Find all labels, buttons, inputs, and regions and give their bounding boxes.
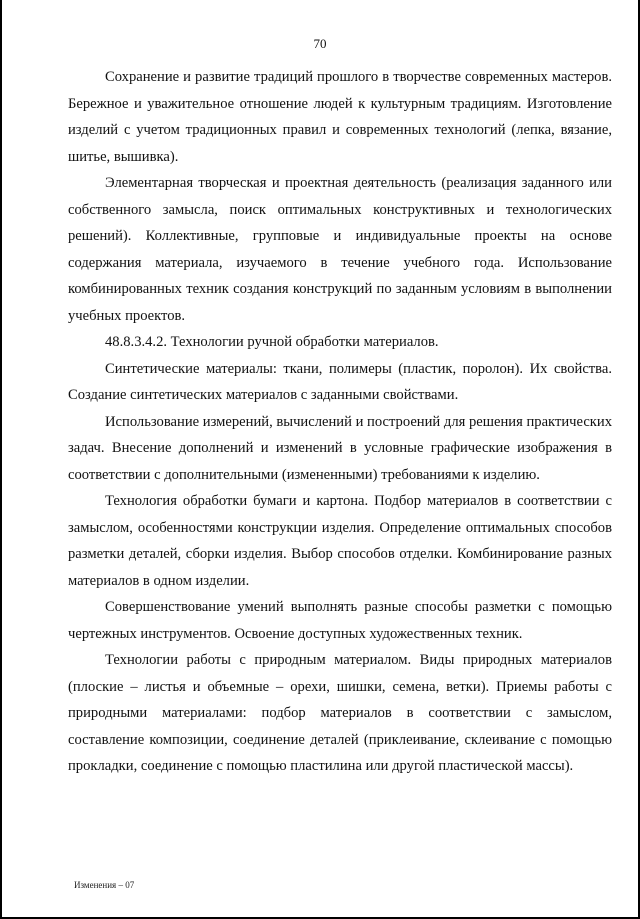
page-number: 70 [313, 36, 327, 51]
document-body [68, 64, 612, 780]
paragraph-natural-materials: Технологии работы с природным материалом. Виды природных материалов (плоские – листья и объемные – орехи, шишки, семена, ветки). Приемы работы с природными материалами: подбор материалов в соответствии с замыслом, составление композиции, соединение деталей (приклеивание, склеивание с помощью прокладки, соединение с помощью пластилина или другой пластической массы). [68, 652, 612, 774]
footer-note: Изменения – 07 [74, 880, 135, 890]
paragraph-marking-skills: Совершенствование умений выполнять разные способы разметки с помощью чертежных инструментов. Освоение доступных художественных техник. [68, 599, 612, 642]
paragraph-synthetic-materials: Синтетические материалы: ткани, полимеры (пластик, поролон). Их свойства. Создание синтетических материалов с заданными свойствами. [68, 360, 612, 403]
paragraph-traditions: Сохранение и развитие традиций прошлого в творчестве современных мастеров. Бережное и уважительное отношение людей к культурным традициям. Изготовление изделий с учетом традиционных правил и современных технологий (лепка, вязание, шитье, вышивка). [68, 69, 612, 165]
paragraph-project-activity: Элементарная творческая и проектная деятельность (реализация заданного или собственного замысла, поиск оптимальных конструктивных и технологических решений). Коллективные, групповые и индивидуальные проекты на основе содержания материала, изучаемого в течение учебного года. Использование комбинированных техник создания конструкций по заданным условиям в выполнении учебных проектов. [68, 175, 612, 324]
paragraph-paper-cardboard: Технология обработки бумаги и картона. Подбор материалов в соответствии с замыслом, особенностями конструкции изделия. Определение оптимальных способов разметки деталей, сборки изделия. Выбор способов отделки. Комбинирование разных материалов в одном изделии. [68, 493, 612, 589]
paragraph-measurements: Использование измерений, вычислений и построений для решения практических задач. Внесение дополнений и изменений в условные графические изображения в соответствии с дополнительными (измененными) требованиями к изделию. [68, 413, 612, 483]
section-heading: 48.8.3.4.2. Технологии ручной обработки материалов. [105, 334, 439, 350]
